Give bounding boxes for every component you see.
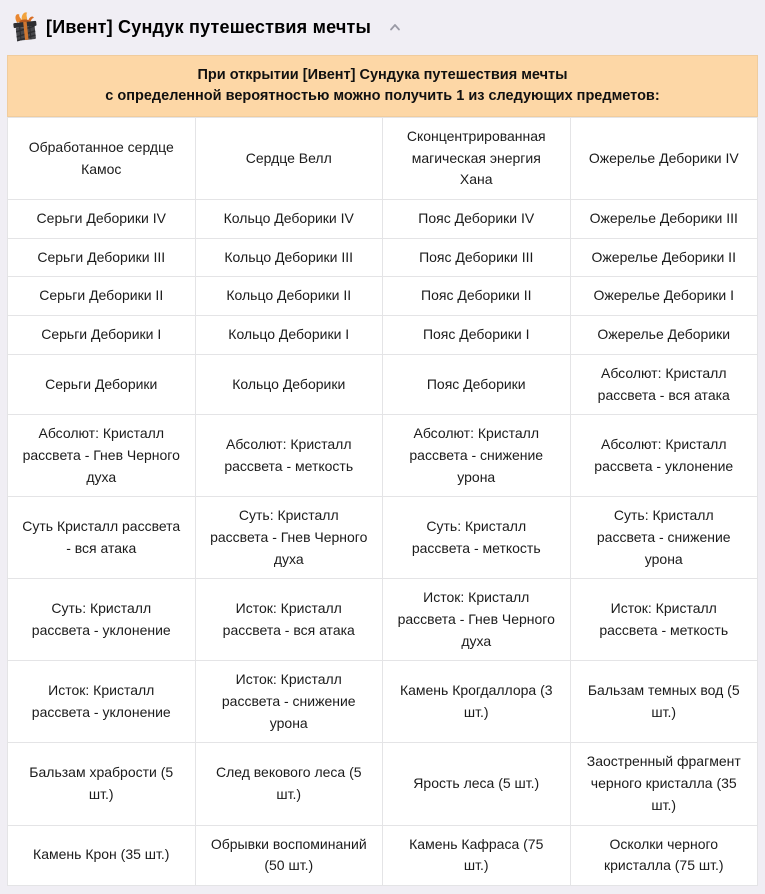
- table-cell: Ожерелье Деборики II: [570, 238, 758, 277]
- table-row: [8, 825, 758, 885]
- table-cell: Серьги Деборики: [8, 354, 196, 414]
- table-cell: Кольцо Деборики I: [195, 316, 383, 355]
- table-cell: Пояс Деборики IV: [383, 200, 571, 239]
- table-cell: Камень Крон (35 шт.): [8, 825, 196, 885]
- table-row: [8, 354, 758, 414]
- table-cell: Суть: Кристалл рассвета - снижение урона: [570, 497, 758, 579]
- table-cell: Суть: Кристалл рассвета - меткость: [383, 497, 571, 579]
- table-row: [8, 661, 758, 743]
- table-cell: Осколки черного кристалла (75 шт.): [570, 825, 758, 885]
- table-cell: Абсолют: Кристалл рассвета - меткость: [195, 415, 383, 497]
- table-cell: Ярость леса (5 шт.): [383, 743, 571, 825]
- table-cell: Обработанное сердце Камос: [8, 118, 196, 200]
- table-cell: Заостренный фрагмент черного кристалла (35 шт.): [570, 743, 758, 825]
- table-row: [8, 415, 758, 497]
- table-row: [8, 743, 758, 825]
- table-row: [8, 277, 758, 316]
- table-row: [8, 316, 758, 355]
- table-cell: Ожерелье Деборики I: [570, 277, 758, 316]
- gift-box-icon: [8, 10, 42, 44]
- table-cell: Исток: Кристалл рассвета - Гнев Черного духа: [383, 579, 571, 661]
- table-row: [8, 118, 758, 200]
- table-cell: Суть: Кристалл рассвета - Гнев Черного духа: [195, 497, 383, 579]
- table-cell: Бальзам темных вод (5 шт.): [570, 661, 758, 743]
- table-cell: След векового леса (5 шт.): [195, 743, 383, 825]
- table-cell: Кольцо Деборики: [195, 354, 383, 414]
- table-cell: Кольцо Деборики II: [195, 277, 383, 316]
- table-cell: Абсолют: Кристалл рассвета - вся атака: [570, 354, 758, 414]
- table-cell: Исток: Кристалл рассвета - снижение урона: [195, 661, 383, 743]
- table-cell: Кольцо Деборики III: [195, 238, 383, 277]
- table-cell: Сконцентрированная магическая энергия Хана: [383, 118, 571, 200]
- table-cell: Пояс Деборики I: [383, 316, 571, 355]
- table-cell: Камень Кафраса (75 шт.): [383, 825, 571, 885]
- chest-contents-block: [7, 55, 758, 886]
- table-cell: Исток: Кристалл рассвета - меткость: [570, 579, 758, 661]
- table-cell: Ожерелье Деборики III: [570, 200, 758, 239]
- table-cell: Исток: Кристалл рассвета - уклонение: [8, 661, 196, 743]
- table-cell: Серьги Деборики IV: [8, 200, 196, 239]
- table-cell: Серьги Деборики I: [8, 316, 196, 355]
- section-header[interactable]: [0, 0, 765, 55]
- table-cell: Кольцо Деборики IV: [195, 200, 383, 239]
- table-cell: Серьги Деборики III: [8, 238, 196, 277]
- page-title: [Ивент] Сундук путешествия мечты: [46, 16, 372, 37]
- notice-line-2: с определенной вероятностью можно получить 1 из следующих предметов:: [105, 88, 660, 104]
- table-cell: Камень Крогдаллора (3 шт.): [383, 661, 571, 743]
- table-row: [8, 238, 758, 277]
- notice-banner: [7, 55, 758, 117]
- table-cell: Абсолют: Кристалл рассвета - снижение урона: [383, 415, 571, 497]
- table-cell: Пояс Деборики III: [383, 238, 571, 277]
- chest-items-table: [7, 117, 758, 886]
- table-cell: Обрывки воспоминаний (50 шт.): [195, 825, 383, 885]
- table-cell: Суть: Кристалл рассвета - уклонение: [8, 579, 196, 661]
- table-cell: Ожерелье Деборики IV: [570, 118, 758, 200]
- table-cell: Серьги Деборики II: [8, 277, 196, 316]
- table-cell: Бальзам храбрости (5 шт.): [8, 743, 196, 825]
- table-row: [8, 579, 758, 661]
- table-cell: Пояс Деборики: [383, 354, 571, 414]
- table-cell: Ожерелье Деборики: [570, 316, 758, 355]
- table-row: [8, 497, 758, 579]
- table-cell: Исток: Кристалл рассвета - вся атака: [195, 579, 383, 661]
- table-cell: Пояс Деборики II: [383, 277, 571, 316]
- table-row: [8, 200, 758, 239]
- table-cell: Абсолют: Кристалл рассвета - уклонение: [570, 415, 758, 497]
- table-cell: Суть Кристалл рассвета - вся атака: [8, 497, 196, 579]
- table-cell: Абсолют: Кристалл рассвета - Гнев Черного духа: [8, 415, 196, 497]
- notice-line-1: При открытии [Ивент] Сундука путешествия мечты: [197, 67, 568, 83]
- table-cell: Сердце Велл: [195, 118, 383, 200]
- chevron-up-icon[interactable]: [387, 19, 403, 35]
